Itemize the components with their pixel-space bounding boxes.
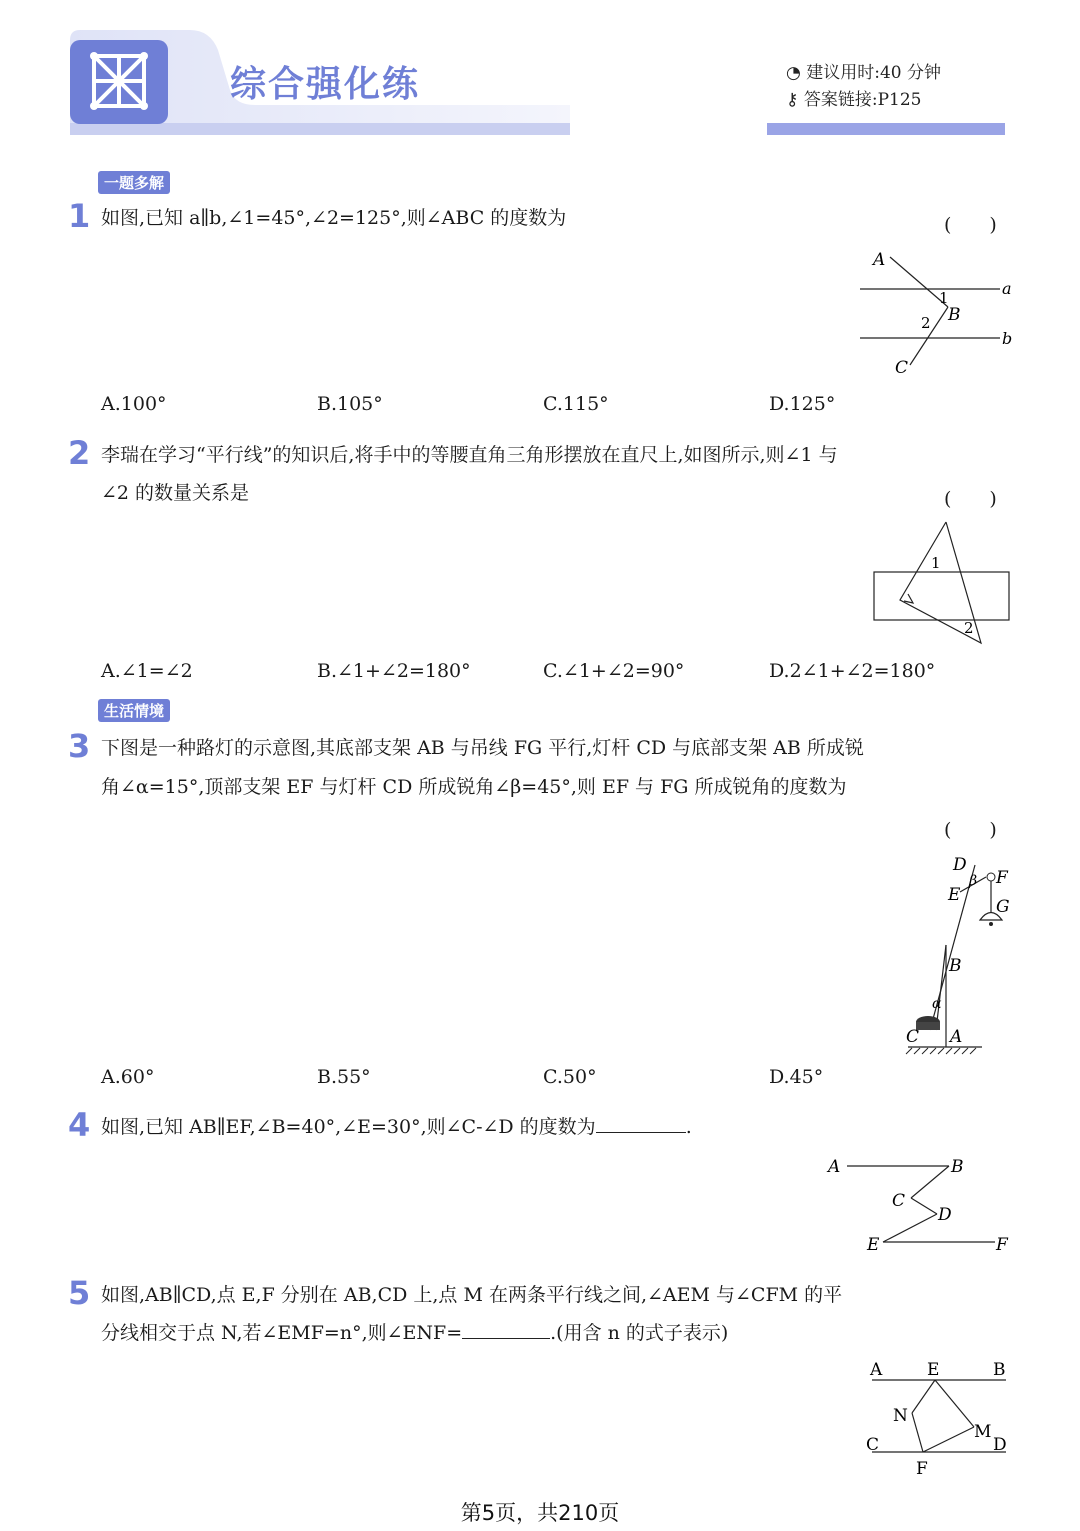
svg-text:G: G [996,897,1010,917]
option: A.100° [101,393,167,415]
svg-text:α: α [932,996,942,1012]
svg-text:2: 2 [964,619,974,637]
svg-text:M: M [974,1422,992,1442]
stopwatch-icon: ◔ [786,63,801,83]
svg-text:b: b [1002,329,1013,348]
option: A.60° [101,1066,155,1088]
option: B.55° [317,1066,371,1088]
answer-paren: ( ) [944,488,997,510]
question-number: 1 [68,197,91,235]
question-text: 李瑞在学习“平行线”的知识后,将手中的等腰直角三角形摆放在直尺上,如图所示,则∠1 与 [101,444,838,466]
question-text: 下图是一种路灯的示意图,其底部支架 AB 与吊线 FG 平行,灯杆 CD 与底部支架 AB 所成锐 [101,737,864,759]
svg-text:D: D [938,1205,952,1225]
svg-text:A: A [950,1027,963,1047]
page-title: 综合强化练 [230,64,421,105]
key-icon: ⚷ [786,90,799,110]
svg-text:β: β [969,873,978,889]
option: B.∠1+∠2=180° [317,660,471,682]
svg-text:1: 1 [931,554,941,572]
question-number: 3 [68,727,91,765]
question-number: 4 [68,1106,91,1144]
svg-text:C: C [892,1191,906,1211]
svg-text:1: 1 [939,289,949,307]
svg-text:E: E [927,1360,940,1380]
svg-text:B: B [951,1157,964,1177]
svg-text:C: C [906,1027,920,1047]
header-accent-bar [767,123,1005,135]
figure-q5 [860,1355,1020,1480]
question-text: ∠2 的数量关系是 [101,482,250,504]
svg-text:B: B [949,956,962,976]
question-text: 如图,AB∥CD,点 E,F 分别在 AB,CD 上,点 M 在两条平行线之间,∠AEM 与∠CFM 的平 [101,1284,843,1306]
svg-text:E: E [948,885,961,905]
svg-text:F: F [996,868,1008,888]
question-number: 2 [68,434,91,472]
question-number: 5 [68,1274,91,1312]
question-text: 如图,已知 AB∥EF,∠B=40°,∠E=30°,则∠C-∠D 的度数为 . [101,1116,692,1138]
svg-text:A: A [870,1360,883,1380]
svg-text:F: F [916,1459,928,1479]
question-text: 分线相交于点 N,若∠EMF=n°,则∠ENF= .(用含 n 的式子表示) [101,1322,729,1344]
answer-paren: ( ) [944,214,997,236]
question-text: 角∠α=15°,顶部支架 EF 与灯杆 CD 所成锐角∠β=45°,则 EF 与 FG 所成锐角的度数为 [101,776,847,798]
answer-link: ⚷ 答案链接:P125 [786,90,922,110]
option: D.45° [769,1066,824,1088]
svg-text:D: D [953,855,967,875]
option: D.2∠1+∠2=180° [769,660,936,682]
svg-text:A: A [873,250,886,270]
svg-text:B: B [948,305,961,325]
option: D.125° [769,393,836,415]
option: B.105° [317,393,383,415]
section-logo [70,40,168,124]
figure-q1 [855,245,1020,380]
question-text: 如图,已知 a∥b,∠1=45°,∠2=125°,则∠ABC 的度数为 [101,207,567,229]
svg-text:D: D [993,1435,1007,1455]
svg-text:C: C [895,358,909,378]
svg-text:2: 2 [921,314,931,332]
svg-text:a: a [1002,279,1012,298]
svg-text:N: N [893,1406,908,1426]
suggested-time: ◔ 建议用时:40 分钟 [786,63,942,83]
answer-paren: ( ) [944,819,997,841]
tag-life-context: 生活情境 [98,699,170,722]
figure-q2 [868,515,1018,650]
cube-icon [70,40,168,124]
option: C.50° [543,1066,597,1088]
svg-text:B: B [993,1360,1006,1380]
figure-q3 [900,850,1020,1055]
answer-blank[interactable] [462,1338,550,1339]
option: C.115° [543,393,609,415]
svg-text:C: C [866,1435,880,1455]
svg-text:F: F [996,1235,1008,1255]
option: C.∠1+∠2=90° [543,660,685,682]
figure-q4 [825,1150,1020,1260]
option: A.∠1=∠2 [101,660,193,682]
tag-multi-solution: 一题多解 [98,171,170,194]
svg-text:A: A [828,1157,841,1177]
answer-blank[interactable] [596,1132,686,1133]
svg-text:E: E [867,1235,880,1255]
page-footer: 第5页，共210页 [460,1501,620,1525]
